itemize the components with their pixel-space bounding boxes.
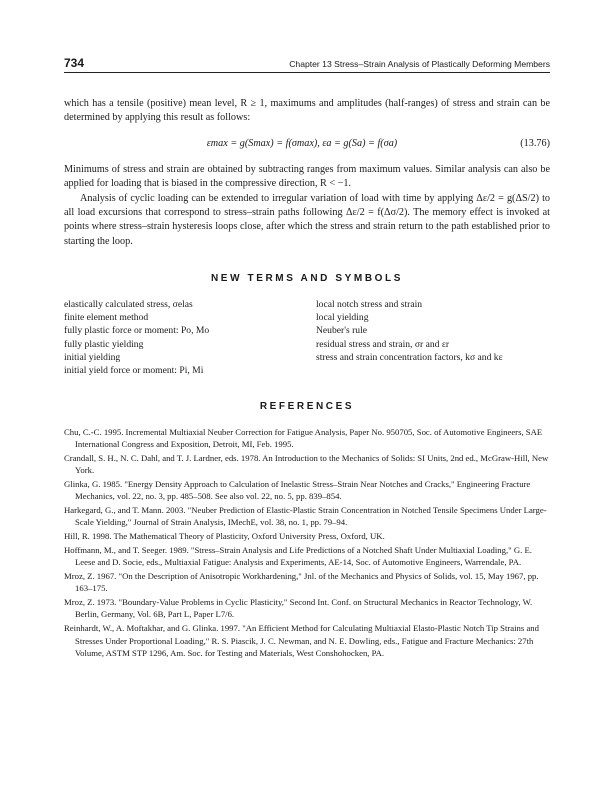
reference-entry: Mroz, Z. 1973. "Boundary-Value Problems in Cyclic Plasticity," Second Int. Conf. on Structural Mechanics in Reactor Technology, W. Berlin, Germany, Vol. 6B, Part L, Paper L7/6. [64,597,533,620]
book-page [64,56,550,661]
terms-heading: NEW TERMS AND SYMBOLS [210,273,403,285]
term-item: initial yielding [64,351,121,363]
running-title: Chapter 13 Stress–Strain Analysis of Plastically Deforming Members [289,59,550,69]
intro-paragraph: which has a tensile (positive) mean level, R ≥ 1, maximums and amplitudes (half-ranges) of stress and strain can be determined by applying this result as follows: [64,98,550,124]
equation-expression: εmax = g(Smax) = f(σmax), εa = g(Sa) = f(σa) [206,137,398,149]
terms-left-column [64,298,316,377]
page-number: 734 [64,56,85,70]
reference-entry: Hill, R. 1998. The Mathematical Theory of Plasticity, Oxford University Press, Oxford, UK. [64,531,385,542]
term-item: local yielding [316,312,369,324]
term-item: elastically calculated stress, σelas [64,299,193,311]
reference-entry: Mroz, Z. 1967. "On the Description of Anisotropic Workhardening," Jnl. of the Mechanics and Physics of Solids, vol. 15, May 1967, pp. 163–175. [64,571,539,594]
references-list [64,426,550,659]
reference-entry: Chu, C.-C. 1995. Incremental Multiaxial Neuber Correction for Fatigue Analysis, Paper No. 950705, Soc. of Automotive Engineers, SAE International Congress and Exposition, Detroit, MI, Feb. 1995. [64,426,543,450]
equation-number: (13.76) [520,137,550,149]
term-item: Neuber's rule [316,325,368,337]
term-item: stress and strain concentration factors, kσ and kε [316,351,503,363]
term-item: fully plastic force or moment: Po, Mo [64,325,210,337]
term-item: fully plastic yielding [64,338,144,350]
reference-entry: Crandall, S. H., N. C. Dahl, and T. J. Lardner, eds. 1978. An Introduction to the Mechanics of Solids: SI Units, 2nd ed., McGraw-Hill, New York. [64,452,549,476]
page-header [64,56,550,73]
equation-13-76 [64,138,550,149]
references-heading: REFERENCES [259,400,355,412]
paragraph-irregular-loading: Analysis of cyclic loading can be extended to irregular variation of load with time by applying Δε/2 = g(ΔS/2) to all load excursions that correspond to stress–strain paths following Δε/2 = f(Δσ/2). The memory effect is invoked at points where stress–strain hysteresis loops close, after which the stress and strain return to the path established prior to starting the loop. [64,192,550,247]
paragraph-minimums: Minimums of stress and strain are obtained by subtracting ranges from maximum values. Similar analysis can also be applied for loading that is biased in the compressive direction, R < −1. [64,163,550,190]
term-item: residual stress and strain, σr and εr [316,338,450,350]
reference-entry: Hoffmann, M., and T. Seeger. 1989. "Stress–Strain Analysis and Life Predictions of a Notched Shaft Under Multiaxial Loading," G. E. Leese and D. Socie, eds., Multiaxial Fatigue: Analysis and Experiments, AE-14, Soc. of Automotive Engineers, Warrendale, PA. [64,544,532,568]
reference-entry: Harkegard, G., and T. Mann. 2003. "Neuber Prediction of Elastic-Plastic Strain Concentration in Notched Tensile Specimens Under Large-Scale Yielding," Journal of Strain Analysis, IMechE, vol. 38, no. 1, pp. 79–94. [64,505,547,528]
term-item: finite element method [64,312,149,324]
terms-right-column [316,298,550,377]
reference-entry: Glinka, G. 1985. "Energy Density Approach to Calculation of Inelastic Stress–Strain Near Notches and Cracks," Engineering Fracture Mechanics, vol. 22, no. 3, pp. 485–508. See also vol. 22, no. 5, pp. 839–854. [64,479,531,502]
reference-entry: Reinhardt, W., A. Moftakhar, and G. Glinka. 1997. "An Efficient Method for Calculating Multiaxial Elasto-Plastic Notch Tip Strains and Stresses Under Proportional Loading," R. S. Piascik, J. C. Newman, and N. E. Dowling, eds., Fatigue and Fracture Mechanics: 27th Volume, ASTM STP 1296, Am. Soc. for Testing and Materials, West Conshohocken, PA. [64,623,539,658]
term-item: initial yield force or moment: Pi, Mi [64,364,204,376]
term-item: local notch stress and strain [316,299,423,311]
terms-list [64,298,550,377]
